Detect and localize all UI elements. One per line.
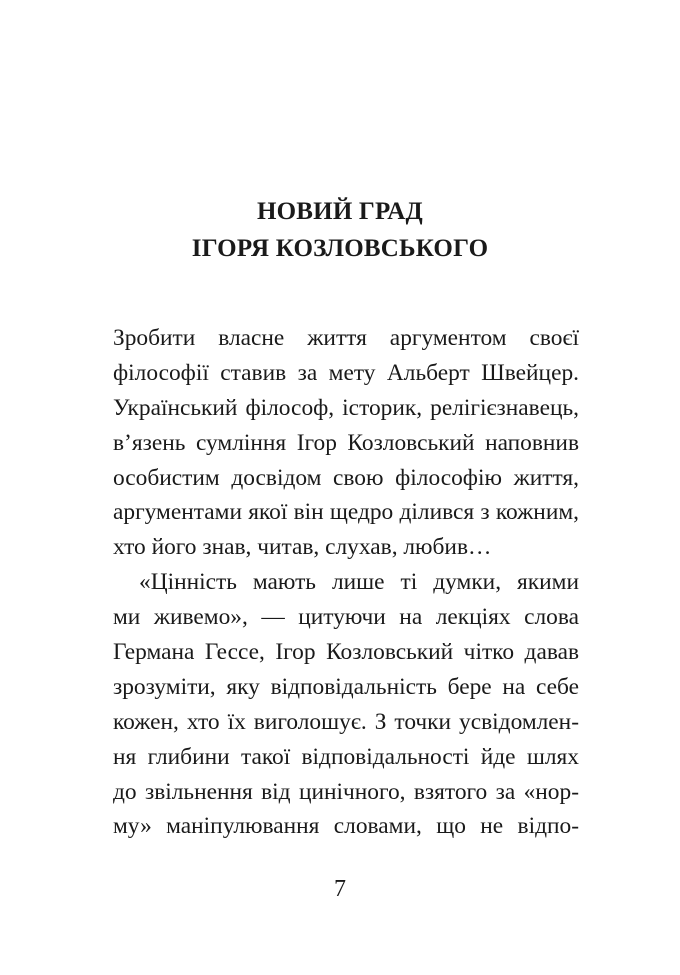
text-line: до звільнення від цинічного, взятого за «нор- <box>113 778 579 805</box>
paragraph-1 <box>113 321 579 565</box>
text-line: Український філософ, історик, релігієзнавець, <box>113 394 579 421</box>
text-line: кожен, хто їх виголошує. З точки усвідомлен- <box>113 708 579 735</box>
text-line: Германа Гессе, Ігор Козловський чітко давав <box>113 639 579 666</box>
paragraph-2 <box>113 565 579 844</box>
text-line: му» маніпулювання словами, що не відпо- <box>113 813 579 840</box>
body-text <box>113 321 579 844</box>
text-line: зрозуміти, яку відповідальність бере на себе <box>113 673 579 700</box>
text-line: особистим досвідом свою філософію життя, <box>113 464 579 491</box>
text-line: хто його знав, читав, слухав, любив… <box>113 534 492 561</box>
text-line: ня глибини такої відповідальності йде шлях <box>113 743 579 770</box>
chapter-title <box>0 193 680 267</box>
page-number: 7 <box>334 876 346 902</box>
text-line: аргументами якої він щедро ділився з кожним, <box>113 499 579 526</box>
text-line: ми живемо», — цитуючи на лекціях слова <box>113 604 579 631</box>
chapter-title-line-2: ІГОРЯ КОЗЛОВСЬКОГО <box>191 235 489 262</box>
text-line: в’язень сумління Ігор Козловський наповнив <box>113 429 579 456</box>
chapter-title-line-1: НОВИЙ ГРАД <box>257 198 423 225</box>
text-line: «Цінність мають лише ті думки, якими <box>139 569 579 596</box>
text-line: Зробити власне життя аргументом своєї <box>113 325 579 351</box>
text-line: філософії ставив за мету Альберт Швейцер. <box>113 359 579 386</box>
